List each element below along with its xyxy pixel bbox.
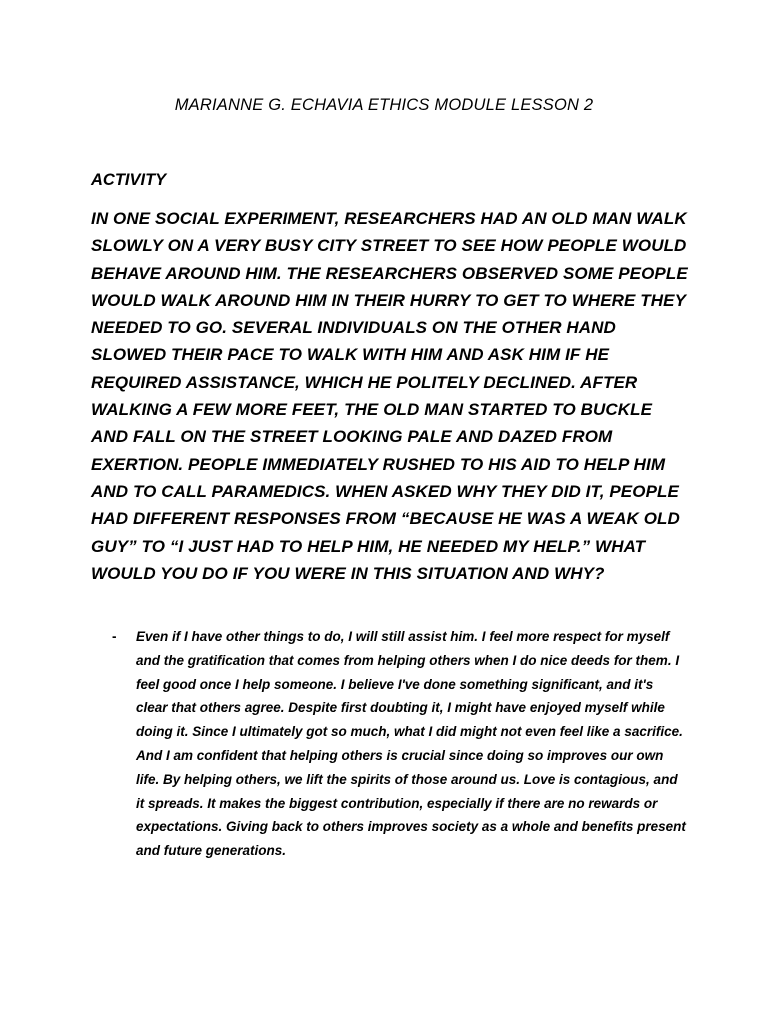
- bullet-dash: -: [112, 629, 117, 644]
- answer-text: Even if I have other things to do, I will still assist him. I feel more respect for myself and the gratification that comes from helping others when I do nice deeds for them. I feel good once I help someone. I believe I've done something significant, and it's clear that others agree. Despite first doubting it, I might have enjoyed myself while doing it. Since I ultimately got so much, what I did might not even feel like a sacrifice. And I am confident that helping others is crucial since doing so improves our own life. By helping others, we lift the spirits of those around us. Love is contagious, and it spreads. It makes the biggest contribution, especially if there are no rewards or expectations. Giving back to others improves society as a whole and benefits present and future generations.: [136, 629, 686, 859]
- answer-list: [112, 625, 687, 863]
- activity-question: IN ONE SOCIAL EXPERIMENT, RESEARCHERS HAD AN OLD MAN WALK SLOWLY ON A VERY BUSY CITY STREET TO SEE HOW PEOPLE WOULD BEHAVE AROUND HIM. THE RESEARCHERS OBSERVED SOME PEOPLE WOULD WALK AROUND HIM IN THEIR HURRY TO GET TO WHERE THEY NEEDED TO GO. SEVERAL INDIVIDUALS ON THE OTHER HAND SLOWED THEIR PACE TO WALK WITH HIM AND ASK HIM IF HE REQUIRED ASSISTANCE, WHICH HE POLITELY DECLINED. AFTER WALKING A FEW MORE FEET, THE OLD MAN STARTED TO BUCKLE AND FALL ON THE STREET LOOKING PALE AND DAZED FROM EXERTION. PEOPLE IMMEDIATELY RUSHED TO HIS AID TO HELP HIM AND TO CALL PARAMEDICS. WHEN ASKED WHY THEY DID IT, PEOPLE HAD DIFFERENT RESPONSES FROM “BECAUSE HE WAS A WEAK OLD GUY” TO “I JUST HAD TO HELP HIM, HE NEEDED MY HELP.” WHAT WOULD YOU DO IF YOU WERE IN THIS SITUATION AND WHY?: [91, 209, 688, 583]
- document-title: MARIANNE G. ECHAVIA ETHICS MODULE LESSON 2: [174, 96, 594, 114]
- list-item: [112, 625, 687, 863]
- activity-heading: ACTIVITY: [91, 171, 167, 189]
